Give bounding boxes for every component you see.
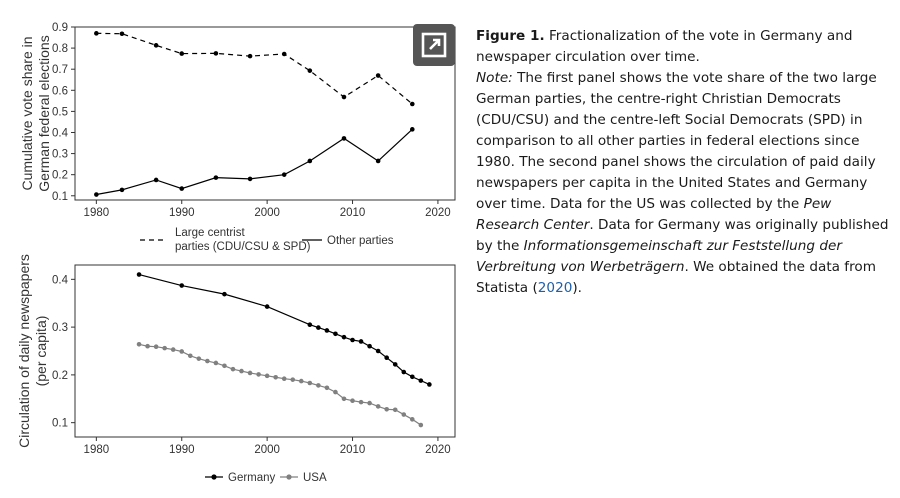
data-point	[410, 127, 415, 132]
y-tick-label: 0.1	[52, 417, 68, 430]
data-point	[248, 54, 253, 59]
data-point	[359, 339, 364, 344]
data-point	[308, 322, 313, 327]
x-tick-label: 1980	[83, 207, 110, 219]
y-tick-label: 0.1	[52, 190, 68, 203]
data-point	[333, 390, 338, 395]
figure-caption	[476, 26, 890, 299]
data-point	[359, 400, 364, 405]
note-label: Note:	[476, 70, 513, 86]
data-point	[222, 292, 227, 297]
data-point	[290, 377, 295, 382]
data-point	[376, 73, 381, 78]
data-point	[282, 376, 287, 381]
data-point	[94, 192, 99, 197]
legend	[205, 472, 327, 484]
data-point	[154, 178, 159, 183]
caption-title: Fractionalization of the vote in Germany and newspaper circulation over time.	[476, 28, 853, 65]
caption-note	[476, 68, 890, 299]
data-point	[333, 332, 338, 337]
data-point	[214, 51, 219, 56]
expand-icon	[421, 32, 447, 58]
data-point	[282, 52, 287, 57]
data-point	[273, 375, 278, 380]
note-text-3: . We obtained the data from Statista (	[476, 259, 876, 296]
data-point	[427, 382, 432, 387]
x-tick-label: 2020	[425, 207, 451, 219]
series-line	[96, 129, 412, 194]
y-tick-label: 0.9	[52, 22, 68, 34]
legend-key-point	[286, 474, 291, 479]
data-point	[342, 136, 347, 141]
y-tick-label: 0.3	[52, 148, 68, 161]
data-point	[316, 325, 321, 330]
data-point	[342, 396, 347, 401]
y-axis-label: (per capita)	[33, 315, 49, 387]
x-tick-label: 2020	[425, 444, 451, 456]
y-axis-label: Cumulative vote share in	[19, 36, 35, 191]
data-point	[308, 68, 313, 73]
data-point	[179, 51, 184, 56]
data-point	[248, 177, 253, 182]
data-point	[299, 379, 304, 384]
data-point	[179, 349, 184, 354]
data-point	[350, 398, 355, 403]
caption-paragraph	[476, 26, 890, 68]
data-point	[367, 401, 372, 406]
series-line	[139, 344, 421, 425]
data-point	[410, 417, 415, 422]
data-point	[205, 359, 210, 364]
data-point	[350, 338, 355, 343]
legend-label: Other parties	[327, 235, 394, 247]
data-point	[188, 353, 193, 358]
y-tick-label: 0.3	[52, 322, 68, 335]
x-tick-label: 2000	[254, 207, 280, 219]
data-point	[342, 335, 347, 340]
y-tick-label: 0.5	[52, 106, 68, 119]
data-point	[419, 423, 424, 428]
data-point	[239, 369, 244, 374]
series-line	[139, 275, 429, 385]
legend-label: parties (CDU/CSU & SPD)	[175, 241, 311, 253]
legend-label: Large centrist	[175, 227, 245, 239]
data-point	[282, 172, 287, 177]
legend-label: Germany	[228, 472, 276, 484]
data-point	[214, 175, 219, 180]
data-point	[401, 370, 406, 375]
plot-frame	[75, 27, 455, 200]
legend-label: USA	[303, 472, 327, 484]
x-tick-label: 1990	[168, 207, 195, 219]
y-tick-label: 0.4	[52, 127, 68, 140]
y-axis-label: Circulation of daily newspapers	[16, 254, 32, 448]
x-tick-label: 1980	[83, 444, 110, 456]
x-tick-label: 2010	[339, 444, 366, 456]
y-tick-label: 0.2	[52, 169, 68, 182]
x-tick-label: 1990	[168, 444, 195, 456]
data-point	[222, 364, 227, 369]
data-point	[197, 356, 202, 361]
data-point	[376, 404, 381, 409]
data-point	[308, 159, 313, 164]
citation-link[interactable]: 2020	[537, 280, 573, 296]
x-tick-label: 2000	[254, 444, 280, 456]
data-point	[145, 344, 150, 349]
data-point	[308, 381, 313, 386]
data-point	[316, 383, 321, 388]
data-point	[265, 304, 270, 309]
data-point	[154, 344, 159, 349]
data-point	[393, 407, 398, 412]
data-point	[376, 159, 381, 164]
data-point	[179, 186, 184, 191]
data-point	[325, 328, 330, 333]
data-point	[410, 102, 415, 107]
data-point	[393, 362, 398, 367]
note-text-1: The first panel shows the vote share of the two large German parties, the centre-right Christian Democrats (CDU/CSU) and the centre-left Social Democrats (SPD) in comparison to all other parties in federal elections since 1980. The second panel shows the circulation of paid daily newspapers per capita in the United States and Germany over time. Data for the US was collected by the	[476, 70, 877, 212]
data-point	[410, 375, 415, 380]
series-line	[96, 33, 412, 104]
data-point	[171, 347, 176, 352]
data-point	[401, 412, 406, 417]
data-point	[94, 31, 99, 36]
data-point	[384, 407, 389, 412]
y-axis-label: German federal elections	[36, 35, 52, 192]
data-point	[231, 367, 236, 372]
data-point	[162, 346, 167, 351]
x-tick-label: 2010	[339, 207, 366, 219]
caption-label: Figure 1.	[476, 28, 545, 44]
chart-panel-2	[16, 254, 455, 484]
data-point	[367, 344, 372, 349]
y-tick-label: 0.2	[52, 369, 68, 382]
data-point	[179, 283, 184, 288]
data-point	[137, 272, 142, 277]
chart-panel-1	[19, 22, 455, 253]
note-text-2: . Data for Germany was originally published by the	[476, 217, 889, 254]
data-point	[248, 371, 253, 376]
data-point	[419, 378, 424, 383]
data-point	[325, 385, 330, 390]
data-point	[384, 355, 389, 360]
data-point	[154, 43, 159, 48]
y-tick-label: 0.7	[52, 64, 68, 77]
note-text-4: ).	[572, 280, 582, 296]
y-tick-label: 0.8	[52, 43, 68, 56]
expand-button[interactable]	[413, 24, 455, 66]
data-point	[256, 372, 261, 377]
source-de: Informationsgemeinschaft zur Feststellung der Verbreitung von Werbeträgern	[476, 238, 842, 275]
y-tick-label: 0.4	[52, 274, 68, 287]
data-point	[137, 342, 142, 347]
data-point	[376, 349, 381, 354]
data-point	[214, 361, 219, 366]
data-point	[120, 31, 125, 36]
legend	[140, 227, 394, 253]
data-point	[265, 374, 270, 379]
source-us: Pew Research Center	[476, 196, 832, 233]
data-point	[120, 188, 125, 193]
legend-key-point	[211, 474, 216, 479]
data-point	[342, 95, 347, 100]
y-tick-label: 0.6	[52, 85, 68, 98]
